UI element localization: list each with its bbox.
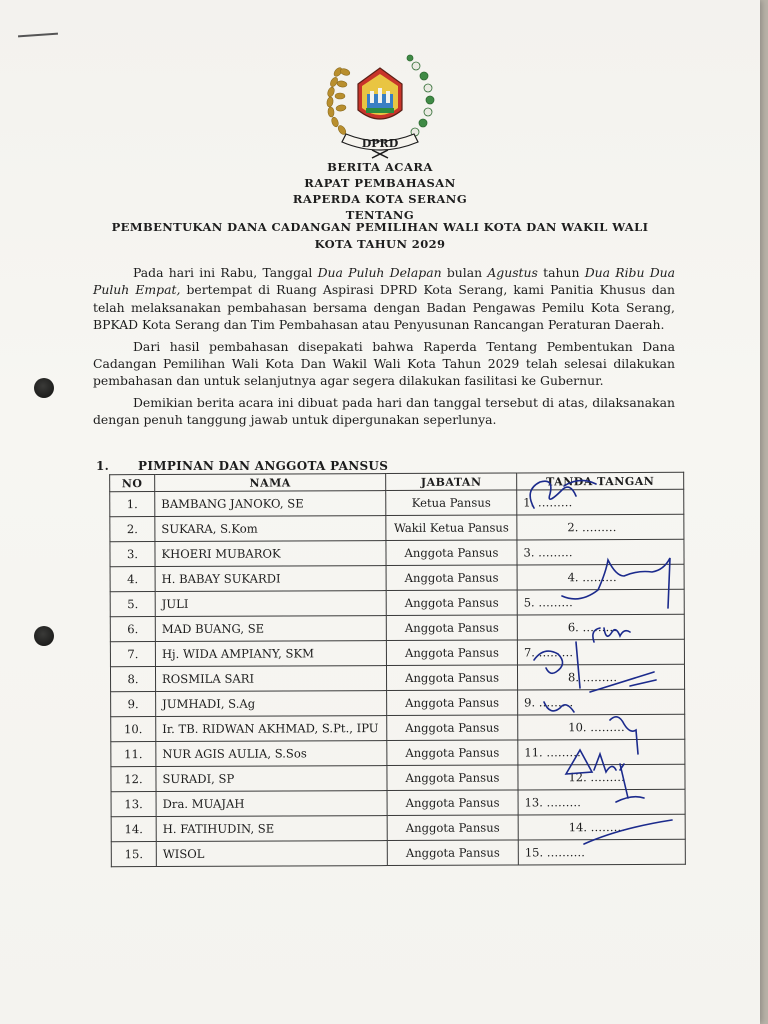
- name-text: Ir. TB. RIDWAN AKHMAD, S.Pt., IPU: [162, 720, 379, 736]
- header-signature: TANDA TANGAN: [517, 472, 684, 490]
- row-no: 13.: [111, 792, 156, 817]
- signature-slot: 9. ………: [524, 695, 574, 710]
- row-role: Ketua Pansus: [386, 490, 517, 516]
- heading-line-4: TENTANG: [345, 208, 415, 222]
- row-signature: [517, 639, 684, 665]
- logo-text: DPRD: [361, 137, 399, 150]
- subject-line-2: KOTA TAHUN 2029: [314, 237, 446, 251]
- row-signature: [518, 814, 685, 840]
- row-name: JULI: [155, 591, 386, 617]
- row-name: MAD BUANG, SE: [155, 616, 386, 642]
- p1-text-a: Pada hari ini Rabu, Tanggal: [133, 265, 318, 280]
- row-role: Anggota Pansus: [386, 640, 517, 666]
- row-no: 8.: [110, 667, 155, 692]
- row-name: H. FATIHUDIN, SE: [156, 816, 387, 842]
- row-role: Anggota Pansus: [387, 790, 518, 816]
- row-name: WISOL: [156, 841, 387, 867]
- row-name: JUMHADI, S.Ag: [156, 691, 387, 717]
- row-name: NUR AGIS AULIA, S.Sos: [156, 741, 387, 767]
- signature-slot: 11. ………: [524, 745, 581, 760]
- row-signature: [518, 714, 685, 740]
- row-signature: [518, 789, 685, 815]
- signature-slot: 4. ………: [567, 570, 617, 585]
- heading-line-2: RAPAT PEMBAHASAN: [304, 176, 456, 190]
- signature-slot: 12. ………: [568, 770, 625, 785]
- signature-slot: 5. ………: [523, 595, 573, 610]
- table-row: [111, 789, 685, 817]
- members-table: [109, 472, 686, 868]
- section-heading: [96, 459, 388, 473]
- p1-day: Dua Puluh Delapan: [317, 265, 442, 280]
- row-signature: [518, 839, 685, 865]
- row-role: Anggota Pansus: [387, 815, 518, 841]
- row-signature: [517, 664, 684, 690]
- header-no: NO: [110, 475, 155, 492]
- signature-slot: 6. ………: [567, 620, 617, 635]
- p1-text-b: bulan: [441, 265, 488, 280]
- row-role: Anggota Pansus: [386, 540, 517, 566]
- signature-slot: 10. ………: [568, 720, 625, 735]
- document-subject: [80, 219, 680, 253]
- table-row: [110, 539, 684, 567]
- row-no: 15.: [111, 842, 156, 867]
- p1-year: Dua Ribu Dua Puluh Empat,: [93, 265, 676, 298]
- table-row: [110, 614, 684, 642]
- signature-slot: 3. ………: [523, 545, 573, 560]
- row-signature: [518, 689, 685, 715]
- header-role: JABATAN: [386, 473, 517, 491]
- paragraph-1: [93, 264, 675, 334]
- row-no: 6.: [110, 617, 155, 642]
- table-row: [110, 564, 684, 592]
- row-signature: [517, 489, 684, 515]
- signature-slot: 7. ………: [523, 645, 574, 660]
- document-body: [93, 264, 675, 433]
- row-name: Dra. MUAJAH: [156, 791, 387, 817]
- row-name: BAMBANG JANOKO, SE: [155, 491, 386, 517]
- p1-month: Agustus: [487, 265, 538, 280]
- row-signature: [517, 539, 684, 565]
- row-no: 4.: [110, 567, 155, 592]
- table-row: [111, 714, 685, 742]
- table-row: [110, 514, 684, 542]
- row-role: Anggota Pansus: [387, 840, 518, 866]
- row-role: Anggota Pansus: [387, 740, 518, 766]
- subject-line-1: PEMBENTUKAN DANA CADANGAN PEMILIHAN WALI KOTA DAN WAKIL WALI: [111, 220, 649, 234]
- signature-slot: 8. ………: [568, 670, 618, 685]
- signature-slot: 15. ……….: [524, 845, 585, 860]
- row-role: Anggota Pansus: [387, 765, 518, 791]
- row-name: SURADI, SP: [156, 766, 387, 792]
- row-no: 1.: [110, 492, 155, 517]
- row-signature: [518, 764, 685, 790]
- table-row: [111, 839, 685, 867]
- section-number: 1.: [96, 459, 110, 473]
- row-no: 10.: [111, 717, 156, 742]
- dprd-logo: [312, 44, 448, 160]
- row-no: 14.: [111, 817, 156, 842]
- paragraph-2: Dari hasil pembahasan disepakati bahwa Raperda Tentang Pembentukan Dana Cadangan Pemilihan Wali Kota Dan Wakil Wali Kota Tahun 2029 telah selesai dilakukan pembahasan dan untuk selanjutnya agar segera dilakukan fasilitasi ke Gubernur.: [93, 338, 675, 389]
- staple-mark: [18, 33, 58, 38]
- row-name: Hj. WIDA AMPIANY, SKM: [155, 641, 386, 667]
- row-no: 7.: [110, 642, 155, 667]
- row-role: Anggota Pansus: [387, 690, 518, 716]
- signature-slot: 14. ………: [568, 820, 626, 835]
- row-role: [386, 515, 517, 541]
- row-role: Anggota Pansus: [386, 615, 517, 641]
- table-row: [110, 639, 684, 667]
- table-row: [111, 739, 685, 767]
- row-signature: [517, 614, 684, 640]
- p1-text-d: bertempat di Ruang Aspirasi DPRD Kota Serang, kami Panitia Khusus dan telah melaksanakan pembahasan bersama dengan Badan Pengawas Pemilu Kota Serang, BPKAD Kota Serang dan Tim Pembahasan atau Penyusunan Rancangan Peraturan Daerah.: [93, 282, 675, 333]
- table-row: [111, 814, 685, 842]
- row-no: 12.: [111, 767, 156, 792]
- table-row: [110, 664, 684, 692]
- paragraph-3: Demikian berita acara ini dibuat pada hari dan tanggal tersebut di atas, dilaksanakan dengan penuh tanggung jawab untuk dipergunakan seperlunya.: [93, 394, 675, 428]
- row-no: 9.: [111, 692, 156, 717]
- row-role: Anggota Pansus: [386, 665, 517, 691]
- header-name: NAMA: [155, 474, 386, 492]
- section-title: PIMPINAN DAN ANGGOTA PANSUS: [138, 459, 389, 473]
- table-row: [111, 764, 685, 792]
- row-signature: [518, 739, 685, 765]
- document-heading: [0, 159, 760, 223]
- punch-hole-bottom: [34, 626, 54, 646]
- table-row: [110, 589, 684, 617]
- punch-hole-top: [34, 378, 54, 398]
- row-signature: [517, 514, 684, 540]
- row-name: [156, 716, 387, 742]
- heading-line-3: RAPERDA KOTA SERANG: [292, 192, 468, 206]
- table-row: [110, 489, 684, 517]
- row-no: 3.: [110, 542, 155, 567]
- role-text: Wakil Ketua Pansus: [393, 520, 509, 536]
- row-no: 11.: [111, 742, 156, 767]
- row-signature: [517, 589, 684, 615]
- p1-text-c: tahun: [537, 265, 585, 280]
- row-role: Anggota Pansus: [386, 590, 517, 616]
- signature-slot: 2. ………: [567, 520, 617, 535]
- row-name: SUKARA, S.Kom: [155, 516, 386, 542]
- signature-slot: 13. ………: [524, 795, 582, 810]
- table-row: [111, 689, 685, 717]
- row-name: KHOERI MUBAROK: [155, 541, 386, 567]
- row-no: 5.: [110, 592, 155, 617]
- row-signature: [517, 564, 684, 590]
- row-name: H. BABAY SUKARDI: [155, 566, 386, 592]
- row-no: 2.: [110, 517, 155, 542]
- heading-line-1: BERITA ACARA: [327, 160, 433, 174]
- signature-slot: 1. ………: [523, 495, 573, 510]
- row-role: Anggota Pansus: [387, 715, 518, 741]
- row-role: Anggota Pansus: [386, 565, 517, 591]
- row-name: ROSMILA SARI: [155, 666, 386, 692]
